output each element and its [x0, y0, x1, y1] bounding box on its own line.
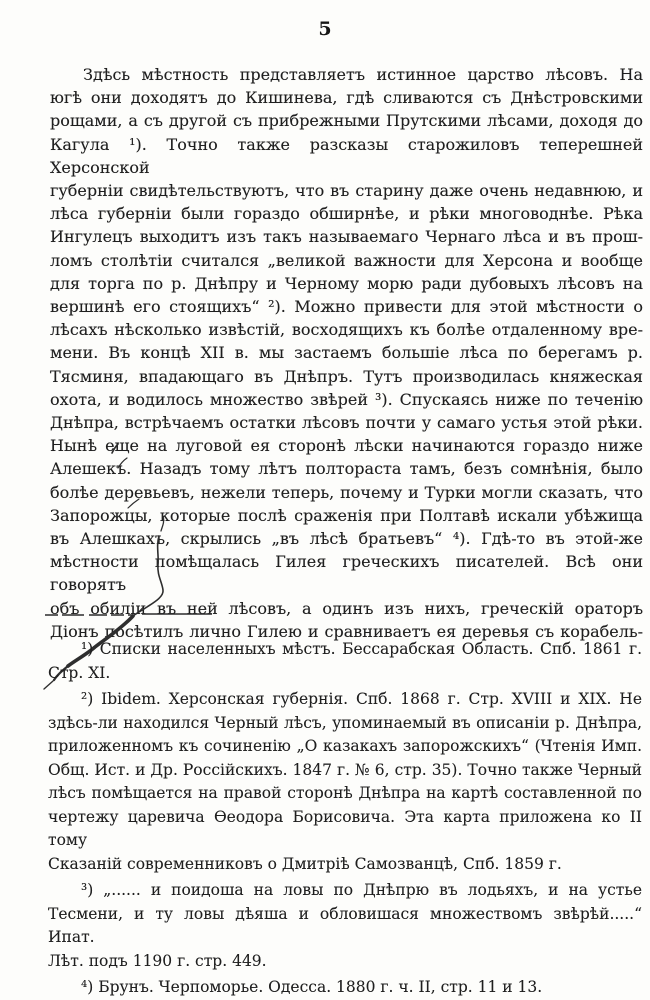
text-line: ³) „...... и поидоша на ловы по Днѣпрю въ лодьяхъ, и на устье — [81, 881, 642, 899]
text-line: охота, и водилось множество звѣрей ³). Спускаясь ниже по теченію — [50, 389, 643, 409]
text-line: ¹) Списки населенныхъ мѣстъ. Бессарабская Область. Спб. 1861 г. — [81, 640, 642, 658]
text-line: Общ. Ист. и Др. Россійскихъ. 1847 г. № 6, стр. 35). Точно также Черный — [48, 760, 642, 779]
text-line: Тесмени, и ту ловы дѣяша и обловишася множествомъ звѣрѣй.....“ Ипат. — [48, 904, 642, 946]
text-line: Днѣпра, встрѣчаемъ остатки лѣсовъ почти у самаго устья этой рѣки. — [50, 413, 643, 433]
text-line: болѣе деревьевъ, нежели теперь, почему и Турки могли сказать, что — [50, 482, 643, 502]
body-text — [50, 63, 643, 643]
text-line: югѣ они доходятъ до Кишинева, гдѣ сливаются съ Днѣстровскими — [50, 88, 643, 108]
text-line: Алешекъ. Назадъ тому лѣтъ полтораста тамъ, безъ сомнѣнія, было — [50, 459, 643, 479]
text-line: Нынѣ еще на луговой ея сторонѣ лѣски начинаются гораздо ниже — [50, 436, 643, 456]
text-line: Лѣт. подъ 1190 г. стр. 449. — [48, 951, 267, 970]
text-line: Тясминя, впадающаго въ Днѣпръ. Тутъ производилась княжеская — [50, 366, 643, 386]
footnotes — [48, 638, 642, 1000]
text-line: Сказаній современниковъ о Дмитріѣ Самозванцѣ, Спб. 1859 г. — [48, 854, 562, 873]
text-line: Запорожцы, которые послѣ сраженія при Полтавѣ искали убѣжища — [50, 505, 643, 525]
text-line: Здѣсь мѣстность представляетъ истинное царство лѣсовъ. На — [83, 65, 643, 84]
text-line: мени. Въ концѣ XII в. мы застаемъ большіе лѣса по берегамъ р. — [50, 343, 643, 363]
text-line: Стр. XI. — [48, 663, 111, 682]
text-line: рощами, а съ другой съ прибрежными Прутскими лѣсами, доходя до — [50, 111, 643, 131]
text-line: чертежу царевича Ѳеодора Борисовича. Эта карта приложена ко II тому — [48, 807, 642, 849]
text-line: въ Алешкахъ, скрылись „въ лѣсѣ братьевъ“ ⁴). Гдѣ-то въ этой-же — [50, 529, 643, 549]
text-line: Ингулецъ выходитъ изъ такъ называемаго Чернаго лѣса и въ прош- — [50, 227, 643, 247]
text-line: объ обиліи въ ней лѣсовъ, а одинъ изъ нихъ, греческій ораторъ — [50, 598, 643, 618]
text-line: мѣстности помѣщалась Гилея греческихъ писателей. Всѣ они говорятъ — [50, 552, 643, 595]
page-number: 5 — [318, 18, 332, 40]
text-line: ломъ столѣтіи считался „великой важности для Херсона и вообще — [50, 250, 643, 270]
text-line: губерніи свидѣтельствуютъ, что въ старину даже очень недавнюю, и — [50, 181, 643, 201]
text-line: Діонъ посѣтилъ лично Гилею и сравниваетъ ея деревья съ корабель- — [50, 621, 643, 641]
text-line: лѣса губерніи были гораздо обширнѣе, и рѣки многоводнѣе. Рѣка — [50, 204, 643, 224]
text-line: для торга по р. Днѣпру и Черному морю ради дубовыхъ лѣсовъ на — [50, 273, 643, 293]
paragraph — [48, 976, 642, 1000]
text-line: ⁴) Брунъ. Черпоморье. Одесса. 1880 г. ч. II, стр. 11 и 13. — [81, 978, 543, 996]
paragraph — [48, 688, 642, 876]
text-line: вершинѣ его стоящихъ“ ²). Можно привести для этой мѣстности о — [50, 297, 643, 317]
text-line: лѣсъ помѣщается на правой сторонѣ Днѣпра на картѣ составленной по — [48, 784, 642, 802]
paragraph — [48, 638, 642, 685]
text-line: Кагула ¹). Точно также разсказы старожиловъ теперешней Херсонской — [50, 134, 643, 177]
paragraph — [50, 63, 643, 643]
text-line: приложенномъ къ сочиненію „О казакахъ запорожскихъ“ (Чтенія Имп. — [48, 737, 642, 755]
text-line: лѣсахъ нѣсколько извѣстій, восходящихъ къ болѣе отдаленному вре- — [50, 320, 643, 340]
text-line: здѣсь-ли находился Черный лѣсъ, упоминаемый въ описаніи р. Днѣпра, — [48, 713, 642, 732]
text-line: ²) Ibidem. Херсонская губернія. Спб. 1868 г. Стр. XVIII и XIX. Не — [81, 690, 642, 708]
paragraph — [48, 879, 642, 973]
